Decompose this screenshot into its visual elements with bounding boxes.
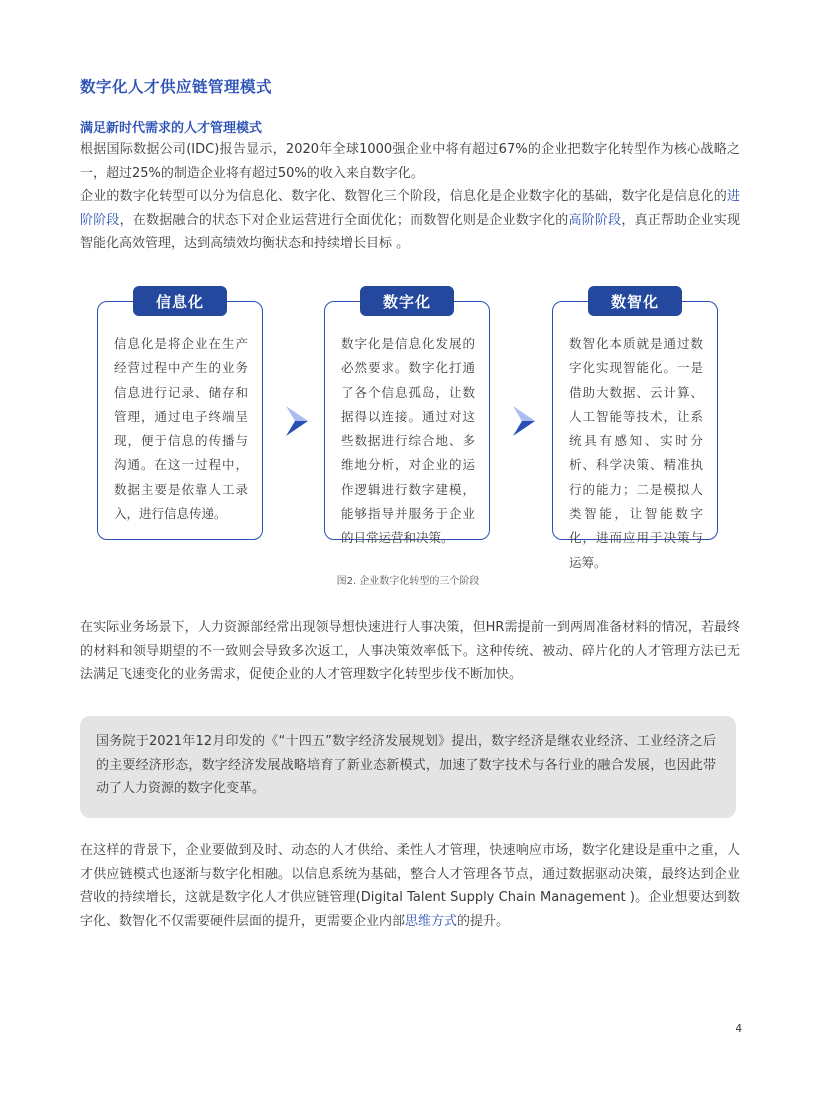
- stage-description: 信息化是将企业在生产经营过程中产生的业务信息进行记录、储存和管理，通过电子终端呈现，便于信息的传播与沟通。在这一过程中，数据主要是依靠人工录入，进行信息传递。: [114, 336, 248, 522]
- closing-paragraph-text-1: 在这样的背景下，企业要做到及时、动态的人才供给、柔性人才管理，快速响应市场，数字化建设是重中之重，人才供应链模式也逐渐与数字化相融。以信息系统为基础，整合人才管理各节点，通过数据驱动决策，最终达到企业营收的持续增长，这就是数字化人才供应链管理(Digital Talent Supply Chain Management )。企业想要达到数字化、数智化不仅需要硬件层面的提升，更需要企业内部: [80, 843, 740, 929]
- highlight-high-stage: 高阶阶段: [568, 212, 622, 228]
- stages-paragraph: [80, 185, 740, 256]
- highlight-advanced-stage: 进阶阶段: [80, 189, 740, 228]
- stage-label: 数字化: [360, 286, 454, 316]
- quote-text: 国务院于2021年12月印发的《“十四五”数字经济发展规划》提出，数字经济是继农业经济、工业经济之后的主要经济形态，数字经济发展战略培育了新业态新模式，加速了数字技术与各行业的融合发展，也因此带动了人力资源的数字化变革。: [96, 734, 716, 796]
- stages-paragraph-text-2: ，在数据融合的状态下对企业运营进行全面优化；而数智化则是企业数字化的: [119, 212, 569, 228]
- stage-label: 信息化: [133, 286, 227, 316]
- figure-caption: 图2. 企业数字化转型的三个阶段: [336, 576, 480, 587]
- stage-card-intelligentization: [552, 292, 718, 570]
- closing-paragraph: [80, 839, 740, 933]
- chevron-arrow-right-icon: [284, 405, 310, 437]
- quote-box: [80, 716, 736, 818]
- scenario-paragraph: 在实际业务场景下，人力资源部经常出现领导想快速进行人事决策，但HR需提前一到两周准备材料的情况，若最终的材料和领导期望的不一致则会导致多次返工，人事决策效率低下。这种传统、被动、碎片化的人才管理方法已无法满足飞速变化的业务需求，促使企业的人才管理数字化转型步伐不断加快。: [80, 620, 740, 682]
- page-number: 4: [735, 1023, 742, 1035]
- section-title: 数字化人才供应链管理模式: [80, 78, 273, 96]
- stage-description: 数字化是信息化发展的必然要求。数字化打通了各个信息孤岛，让数据得以连接。通过对这些数据进行综合地、多维地分析，对企业的运作逻辑进行数字建模，能够指导并服务于企业的日常运营和决策。: [341, 336, 475, 546]
- stages-paragraph-text-3: ，真正帮助企业实现智能化高效管理，达到高绩效均衡状态和持续增长目标 。: [80, 212, 740, 251]
- closing-paragraph-text-2: 的提升。: [457, 913, 510, 929]
- highlight-mindset: 思维方式: [405, 913, 458, 929]
- stage-description: 数智化本质就是通过数字化实现智能化。一是借助大数据、云计算、人工智能等技术，让系统具有感知、实时分析、科学决策、精准执行的能力；二是模拟人类智能，让智能数字化，进而应用于决策与运筹。: [569, 336, 703, 570]
- stages-paragraph-text-1: 企业的数字化转型可以分为信息化、数字化、数智化三个阶段，信息化是企业数字化的基础，数字化是信息化的: [80, 189, 727, 204]
- chevron-arrow-right-icon: [511, 405, 537, 437]
- intro-paragraph: 根据国际数据公司(IDC)报告显示，2020年全球1000强企业中将有超过67%的企业把数字化转型作为核心战略之一，超过25%的制造企业将有超过50%的收入来自数字化。: [80, 142, 740, 181]
- section-subtitle: 满足新时代需求的人才管理模式: [80, 121, 263, 136]
- stage-card-digitalization: [324, 292, 490, 546]
- stage-card-informatization: [97, 292, 263, 540]
- stage-label: 数智化: [588, 286, 682, 316]
